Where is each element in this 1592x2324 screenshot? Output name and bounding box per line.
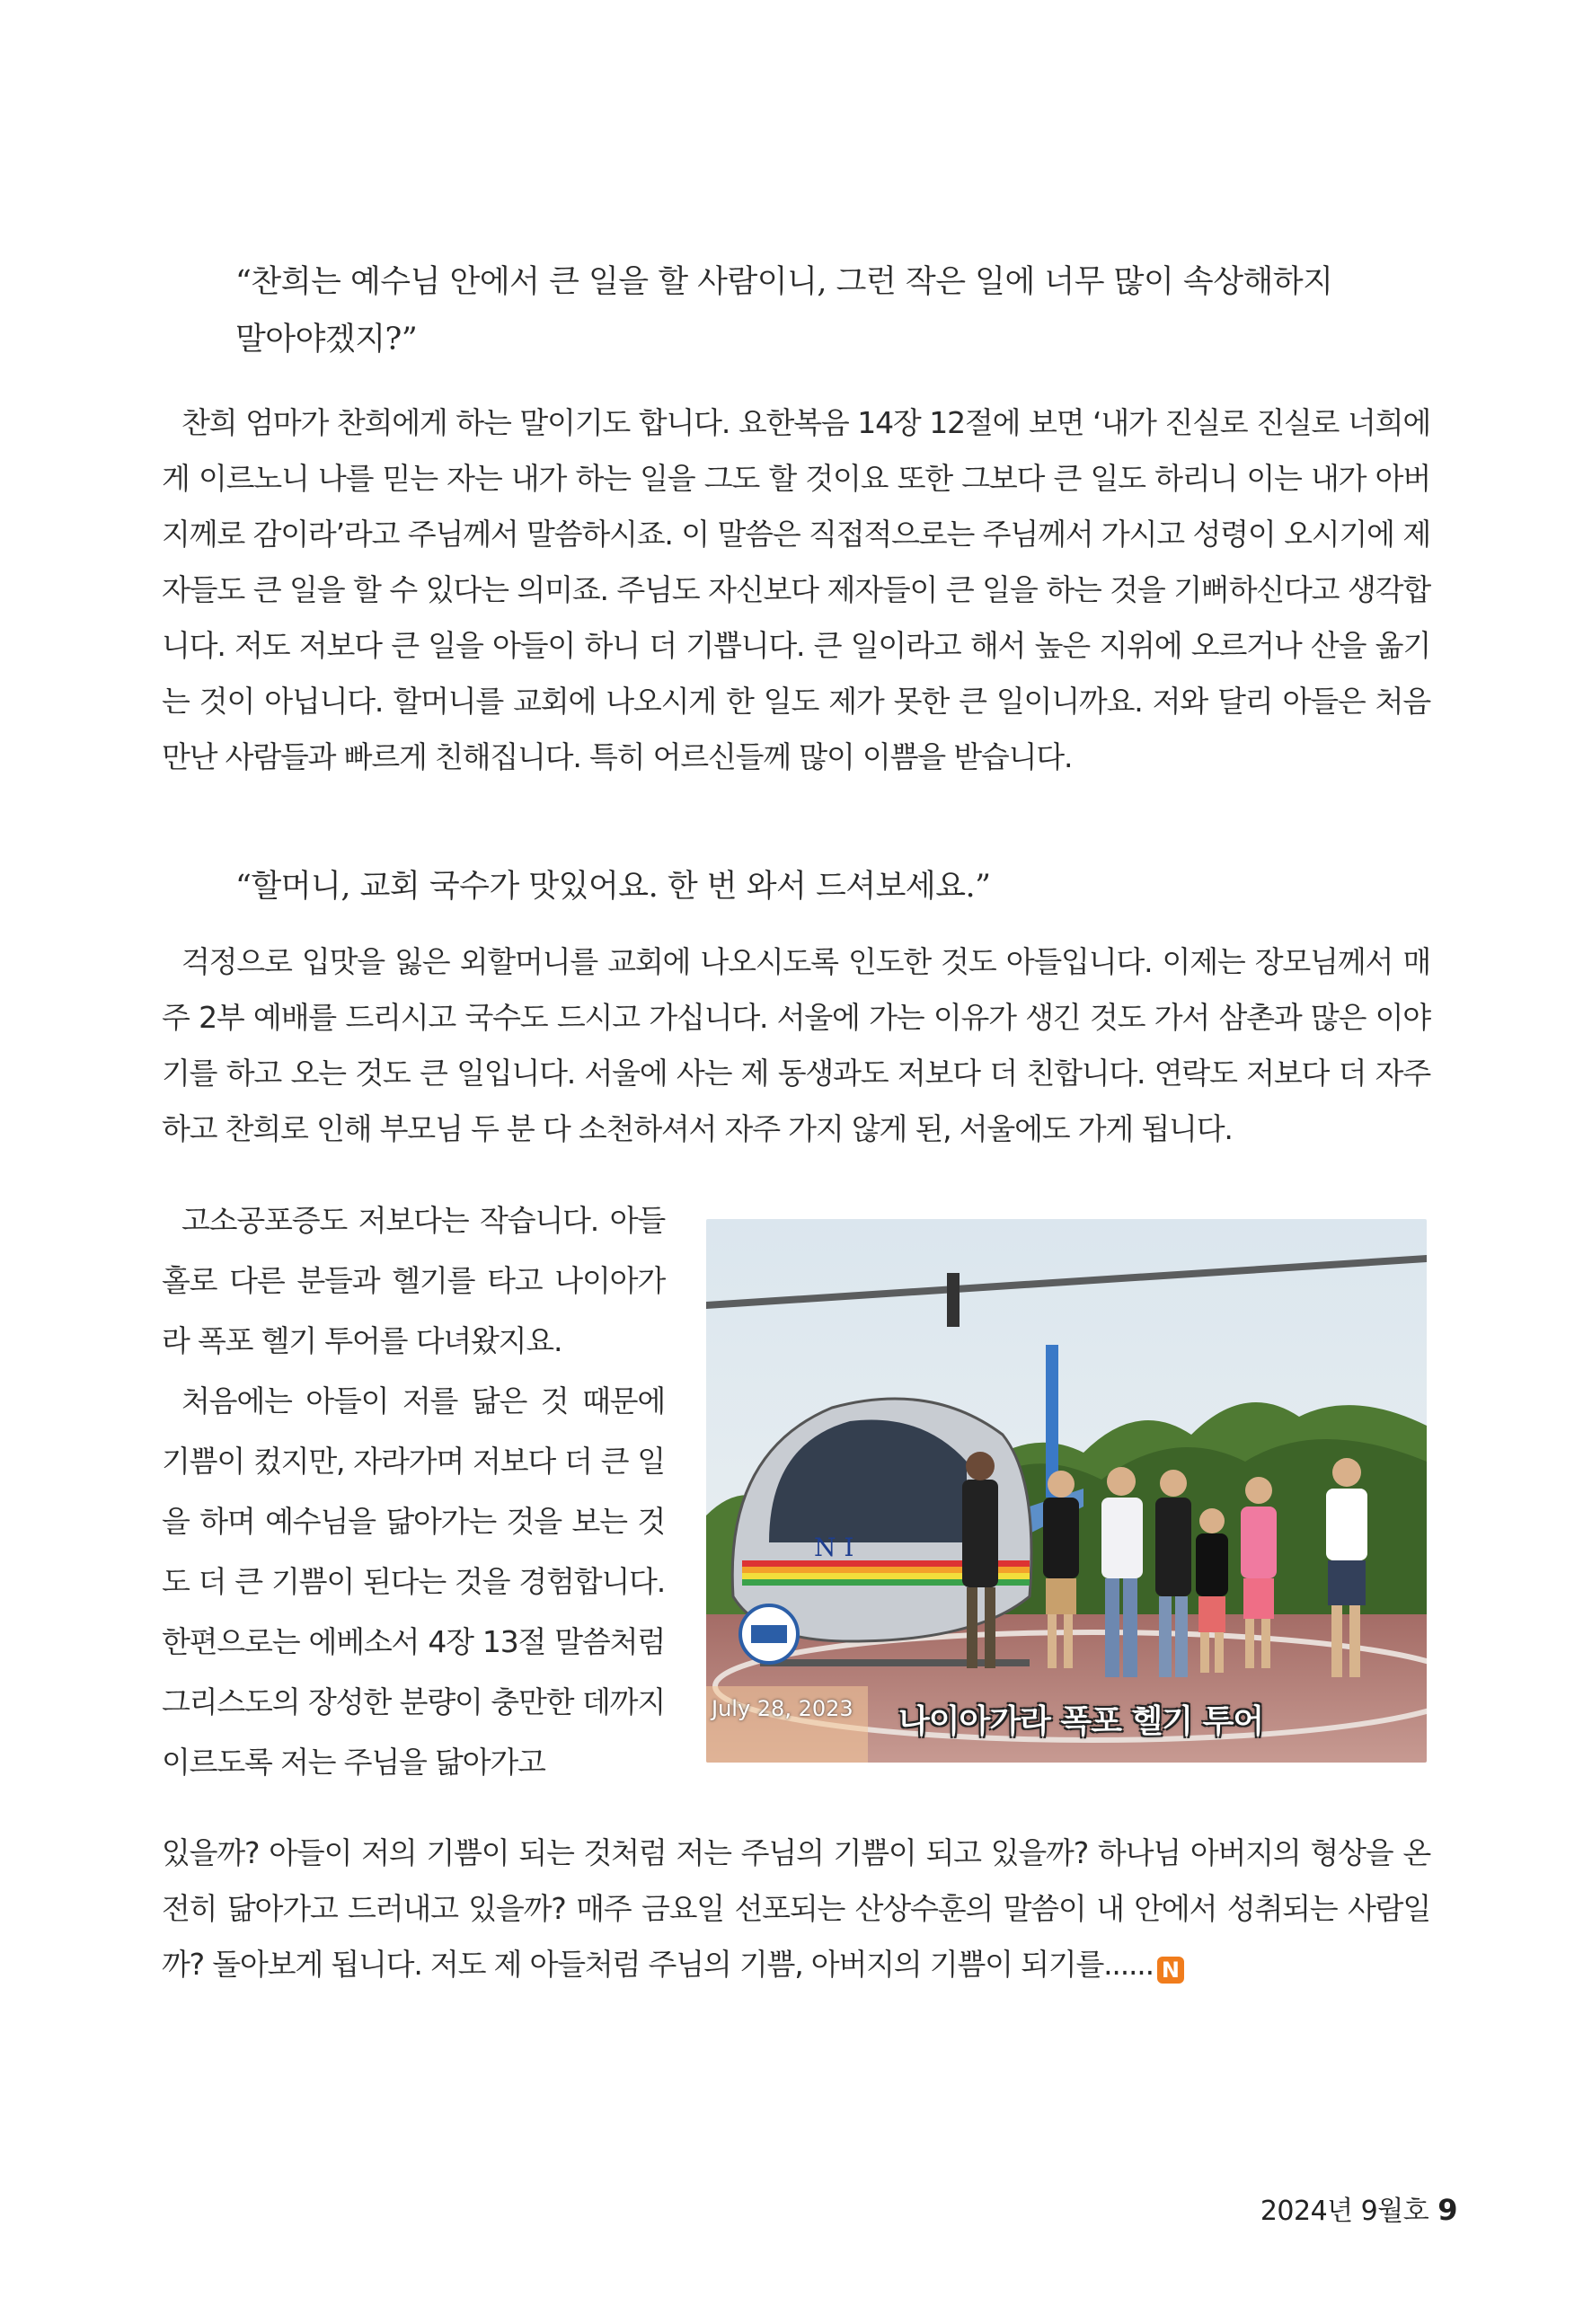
paragraph-4-wrapped [162,1371,665,1792]
paragraph-4-continued [162,1825,1430,1993]
photo-date-stamp: July 28, 2023 [712,1696,853,1721]
end-mark-icon: N [1157,1957,1184,1984]
paragraph-1-text: 찬희 엄마가 찬희에게 하는 말이기도 합니다. 요한복음 14장 12절에 보면 ‘내가 진실로 진실로 너희에게 이르노니 나를 믿는 자는 내가 하는 일을 그도 할 것이요 또한 그보다 큰 일도 하리니 이는 내가 아버지께로 감이라’라고 주님께서 말씀하시죠. 이 말씀은 직접적으로는 주님께서 가시고 성령이 오시기에 제자들도 큰 일을 할 수 있다는 의미죠. 주님도 자신보다 제자들이 큰 일을 하는 것을 기뻐하신다고 생각합니다. 저도 저보다 큰 일을 아들이 하니 더 기쁩니다. 큰 일이라고 해서 높은 지위에 오르거나 산을 옮기는 것이 아닙니다. 할머니를 교회에 나오시게 한 일도 제가 못한 큰 일이니까요. 저와 달리 아들은 처음 만난 사람들과 빠르게 친해집니다. 특히 어르신들께 많이 이쁨을 받습니다. [162,405,1430,774]
paragraph-4-wrapped-text: 처음에는 아들이 저를 닮은 것 때문에 기쁨이 컸지만, 자라가며 저보다 더 큰 일을 하며 예수님을 닮아가는 것을 보는 것도 더 큰 기쁨이 된다는 것을 경험합니다. 한편으로는 에베소서 4장 13절 말씀처럼 그리스도의 장성한 분량이 충만한 데까지 이르도록 저는 주님을 닮아가고 [162,1383,665,1780]
quote-2: “할머니, 교회 국수가 맛있어요. 한 번 와서 드셔보세요.” [235,869,991,905]
paragraph-1 [162,395,1430,785]
paragraph-2-text: 걱정으로 입맛을 잃은 외할머니를 교회에 나오시도록 인도한 것도 아들입니다. 이제는 장모님께서 매주 2부 예배를 드리시고 국수도 드시고 가십니다. 서울에 가는 이유가 생긴 것도 가서 삼촌과 많은 이야기를 하고 오는 것도 큰 일입니다. 서울에 사는 제 동생과도 저보다 더 친합니다. 연락도 저보다 더 자주하고 찬희로 인해 부모님 두 분 다 소천하셔서 자주 가지 않게 된, 서울에도 가게 됩니다. [162,944,1430,1146]
photo-illustration [706,1219,1427,1763]
photo-caption: 나이아가라 폭포 헬기 투어 [898,1703,1264,1740]
quote-1-line-2: 말아야겠지?” [235,322,418,358]
paragraph-3-text: 고소공포증도 저보다는 작습니다. 아들 홀로 다른 분들과 헬기를 타고 나이아가라 폭포 헬기 투어를 다녀왔지요. [162,1203,665,1358]
quote-1-line-1: “찬희는 예수님 안에서 큰 일을 할 사람이니, 그런 작은 일에 너무 많이 속상해하지 [235,264,1333,300]
heli-letters: N I [814,1533,854,1562]
page-footer [1260,2188,1457,2228]
paragraph-4-continued-text: 있을까? 아들이 저의 기쁨이 되는 것처럼 저는 주님의 기쁨이 되고 있을까? 하나님 아버지의 형상을 온전히 닮아가고 드러내고 있을까? 매주 금요일 선포되는 산상수훈의 말씀이 내 안에서 성취되는 사람일까? 돌아보게 됩니다. 저도 제 아들처럼 주님의 기쁨, 아버지의 기쁨이 되기를...... [162,1835,1430,1982]
issue-label: 2024년 9월호 [1260,2196,1429,2227]
paragraph-3 [162,1190,665,1371]
paragraph-2 [162,934,1430,1157]
helicopter-tour-photo [706,1219,1427,1763]
page-number: 9 [1437,2193,1457,2227]
